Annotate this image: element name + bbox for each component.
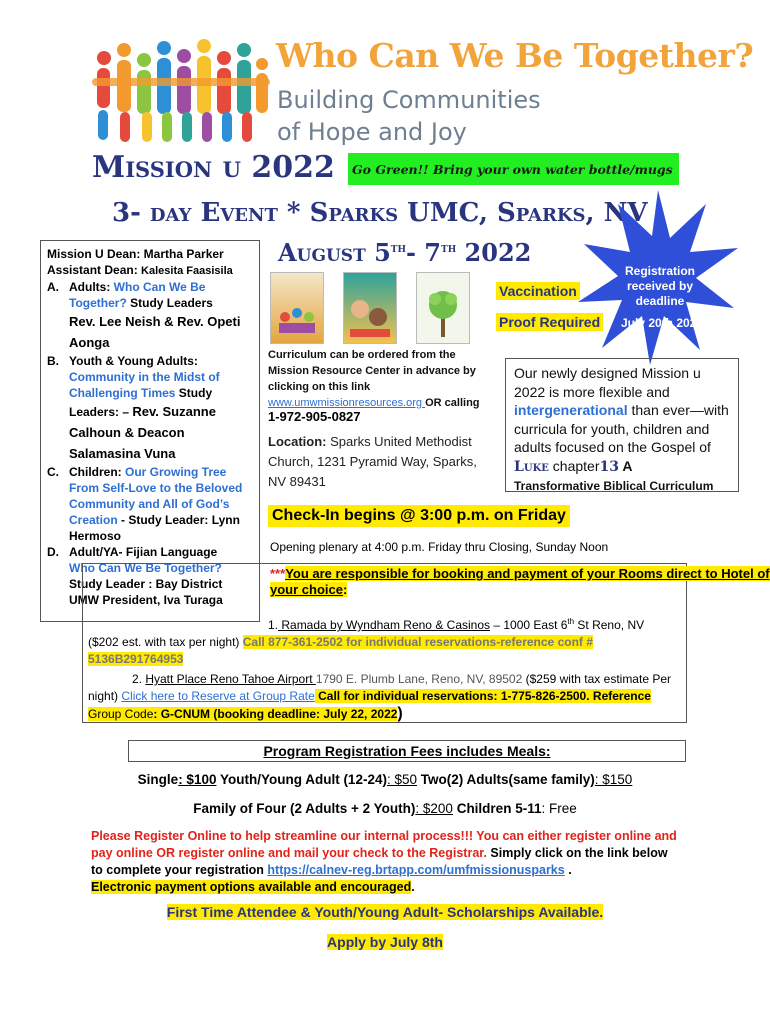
check-in-label: Check-In begins @ 3:00 p.m. on Friday [268,505,570,527]
event-dates: August 5th- 7th 2022 [278,238,532,267]
book-cover-youth [343,272,397,344]
fees-line2: Family of Four (2 Adults + 2 Youth): $200 Children 5-11: Free [193,801,577,816]
header-subtitle-line2: of Hope and Joy [277,118,467,146]
header-subtitle-line1: Building Communities [277,86,541,114]
dean-line: Mission U Dean: Martha Parker [47,247,224,261]
list-item: B. Youth & Young Adults: Community in the Midst of Challenging Times Study Leaders: – Rev. Suzanne Calhoun & Deacon Salamasina Vuna [47,354,220,461]
event-line: 3- day Event * Sparks UMC, Sparks, NV [112,198,648,228]
header-title: Who Can We Be Together? [276,36,754,75]
registration-link[interactable]: https://calnev-reg.brtapp.com/umfmissionusparks [267,863,565,877]
vaccination-label: Vaccination [496,282,580,300]
curriculum-text: Curriculum can be ordered from the Mission Resource Center in advance by clicking on this link www.umwmissionresources.org OR calling [268,349,480,409]
registration-instructions: Please Register Online to help streamline our internal process!!! You can either register online and pay online OR register online and mail your check to the Registrar. Simply click on the link below to complete your registration https://calnev-reg.brtapp.com/umfmissionusparks . Electronic payment options available and encouraged. [91,829,677,894]
list-item: C. Children: Our Growing Tree From Self-Love to the Beloved Community and All of God’s Creation - Study Leader: Lynn Hermoso [47,465,243,543]
mission-title: Mission u 2022 [92,150,335,185]
reserve-group-rate-link[interactable]: Click here to Reserve at Group Rate [121,689,315,703]
assistant-dean-line: Assistant Dean: Kalesita Faasisila [47,263,233,277]
list-item: A. Adults: Who Can We Be Together? Study Leaders Rev. Lee Neish & Rev. Opeti Aonga [47,280,241,350]
mission-resource-link[interactable]: www.umwmissionresources.org [268,397,426,409]
proof-required-label: Proof Required [496,313,603,331]
hotel-hyatt: 2. Hyatt Place Reno Tahoe Airport 1790 E. Plumb Lane, Reno, NV, 89502 ($259 with tax estimate Per night) Click here to Reserve at Group Rate Call for individual reservations: 1-775-826-2500. Reference Group Code: G-CNUM (booking deadline: July 22, 2022) [88,672,671,722]
fees-title: Program Registration Fees includes Meals: [128,740,686,762]
ramada-link[interactable]: Ramada by Wyndham Reno & Casinos [278,618,491,632]
logo-people-icon [92,38,270,144]
burst-registration-date: July 20th 2022 [620,316,704,330]
apply-by-note: Apply by July 8th [327,934,443,950]
book-cover-adults [270,272,324,344]
hyatt-link[interactable]: Hyatt Place Reno Tahoe Airport [145,672,316,686]
hotel-ramada: 1. Ramada by Wyndham Reno & Casinos – 1000 East 6th St Reno, NV ($202 est. with tax per night) Call 877-361-2502 for individual reservations-reference conf # 5136B291764953 [88,617,645,666]
go-green-banner: Go Green!! Bring your own water bottle/mugs [348,153,679,185]
plenary-text: Opening plenary at 4:00 p.m. Friday thru Closing, Sunday Noon [270,540,609,554]
location-text: Location: Sparks United Methodist Church, 1231 Pyramid Way, Sparks, NV 89431 [268,434,477,489]
scholarships-note: First Time Attendee & Youth/Young Adult- Scholarships Available. [166,904,604,920]
responsibility-note: ***You are responsible for booking and payment of your Rooms direct to Hotel of your choice: [270,566,770,597]
mission-description-box: Our newly designed Mission u 2022 is more flexible and intergenerational than ever—with curricula for youth, children and adults focused on the Gospel of Luke chapter13 A Transformative Biblical Curriculum [505,358,739,492]
curriculum-phone: 1-972-905-0827 [268,409,361,424]
list-item: D. Adult/YA- Fijian Language Who Can We Be Together? Study Leader : Bay District UMW President, Iva Turaga [47,545,223,607]
book-cover-children [416,272,470,344]
fees-line1: Single: $100 Youth/Young Adult (12-24): $50 Two(2) Adults(same family): $150 [137,772,633,787]
burst-registration-text: Registration received by deadline [624,264,695,308]
